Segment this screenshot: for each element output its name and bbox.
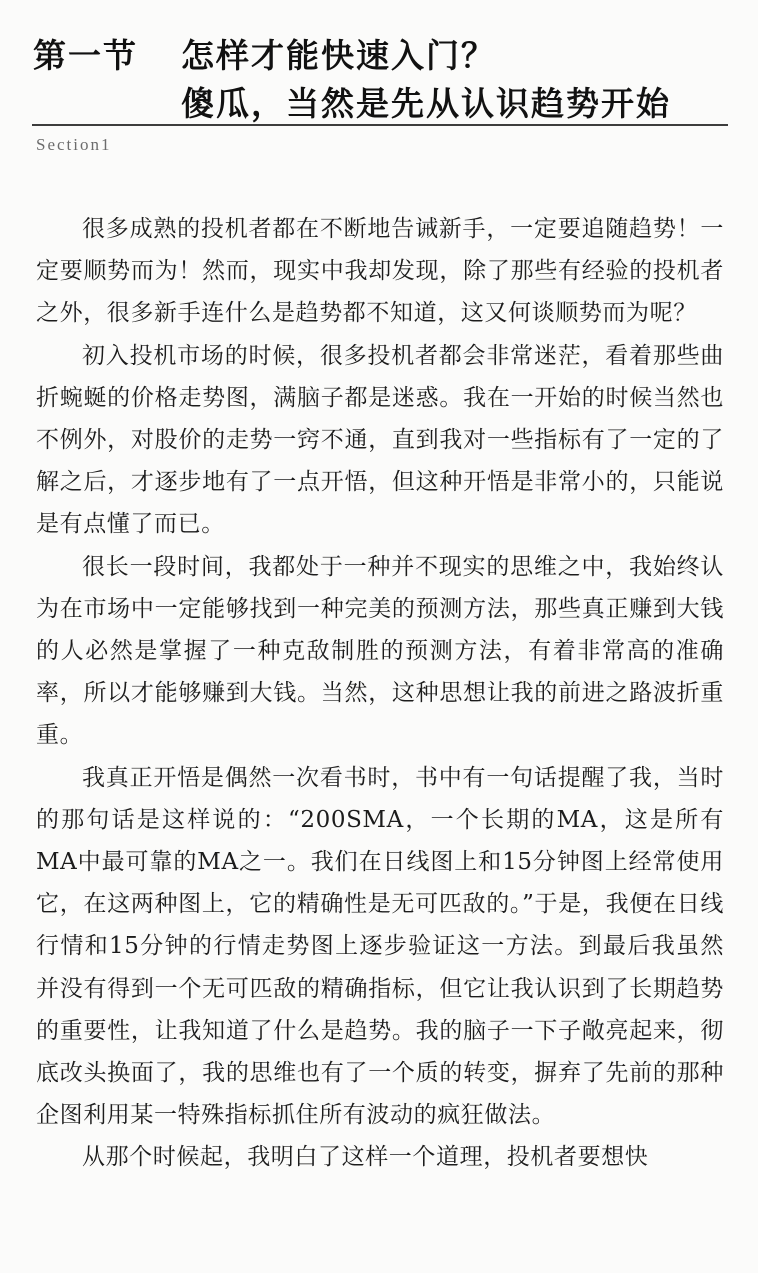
header-divider [32, 124, 728, 126]
section-header [0, 0, 758, 160]
paragraph: 从那个时候起，我明白了这样一个道理，投机者要想快 [82, 1144, 649, 1171]
section-number: 第一节 [33, 36, 138, 75]
section-english-label: Section1 [36, 135, 112, 154]
section-title-line-1: 怎样才能快速入门？ [181, 36, 496, 75]
paragraph: 很多成熟的投机者都在不断地告诫新手，一定要追随趋势！一定要顺势而为！然而，现实中我却发现，除了那些有经验的投机者之外，很多新手连什么是趋势都不知道，这又何谈顺势而为呢？ [36, 216, 724, 327]
section-title-line-2: 傻瓜，当然是先从认识趋势开始 [181, 84, 671, 123]
paragraph: 很长一段时间，我都处于一种并不现实的思维之中，我始终认为在市场中一定能够找到一种完美的预测方法，那些真正赚到大钱的人必然是掌握了一种克敌制胜的预测方法，有着非常高的准确率，所以才能够赚到大钱。当然，这种思想让我的前进之路波折重重。 [36, 553, 724, 749]
body-text [36, 208, 724, 1179]
paragraph: 我真正开悟是偶然一次看书时，书中有一句话提醒了我，当时的那句话是这样说的：“200SMA，一个长期的MA，这是所有MA中最可靠的MA之一。我们在日线图上和15分钟图上经常使用它，在这两种图上，它的精确性是无可匹敌的。”于是，我便在日线行情和15分钟的行情走势图上逐步验证这一方法。到最后我虽然并没有得到一个无可匹敌的精确指标，但它让我认识到了长期趋势的重要性，让我知道了什么是趋势。我的脑子一下子敞亮起来，彻底改头换面了，我的思维也有了一个质的转变，摒弃了先前的那种企图利用某一特殊指标抓住所有波动的疯狂做法。 [36, 764, 724, 1129]
paragraph: 初入投机市场的时候，很多投机者都会非常迷茫，看着那些曲折蜿蜒的价格走势图，满脑子都是迷惑。我在一开始的时候当然也不例外，对股价的走势一窍不通，直到我对一些指标有了一定的了解之后，才逐步地有了一点开悟，但这种开悟是非常小的，只能说是有点懂了而已。 [36, 342, 724, 538]
